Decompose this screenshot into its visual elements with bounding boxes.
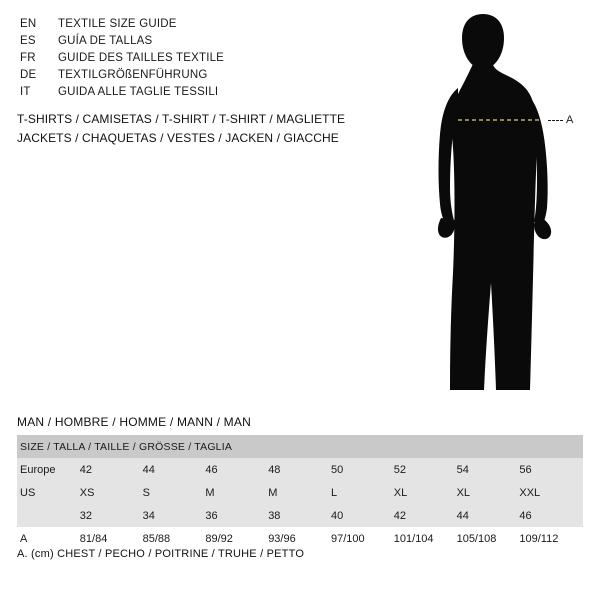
language-row [20,84,380,101]
figure-illustration [400,8,600,408]
table-cell: S [143,481,206,504]
table-cell: 48 [268,458,331,481]
table-cell: 34 [143,504,206,527]
table-cell: XL [457,481,520,504]
table-cell: XXL [519,481,583,504]
table-cell: 46 [205,458,268,481]
table-row [17,481,583,504]
category-block [17,110,397,148]
table-cell: 105/108 [457,527,520,550]
table-cell: 54 [457,458,520,481]
table-row [17,458,583,481]
language-code: IT [20,86,31,98]
language-text: TEXTILGRÖßENFÜHRUNG [58,69,208,81]
measure-label-a: A [566,114,574,126]
language-row [20,50,380,67]
table-cell: 85/88 [143,527,206,550]
table-header-row [17,435,583,458]
table-cell: 93/96 [268,527,331,550]
table-cell: 89/92 [205,527,268,550]
table-cell: L [331,481,394,504]
table-cell: 32 [80,504,143,527]
table-cell: XL [394,481,457,504]
language-row [20,67,380,84]
language-code: DE [20,69,37,81]
table-cell: 52 [394,458,457,481]
table-cell: 56 [519,458,583,481]
row-label [17,504,80,527]
table-cell: 44 [457,504,520,527]
table-cell: 46 [519,504,583,527]
table-cell: 44 [143,458,206,481]
table-cell: 36 [205,504,268,527]
table-cell: 81/84 [80,527,143,550]
language-text: GUÍA DE TALLAS [58,35,153,47]
table-cell: XS [80,481,143,504]
language-row [20,16,380,33]
table-cell: 42 [80,458,143,481]
language-text: GUIDA ALLE TAGLIE TESSILI [58,86,219,98]
table-header-label: SIZE / TALLA / TAILLE / GRÖSSE / TAGLIA [17,435,583,458]
table-section-title: MAN / HOMBRE / HOMME / MANN / MAN [17,415,251,429]
table-row [17,527,583,550]
table-row [17,504,583,527]
table-cell: 40 [331,504,394,527]
table-cell: M [205,481,268,504]
size-table [17,435,583,550]
row-label: US [17,481,80,504]
language-header-block [20,16,380,101]
size-table-wrap [17,415,583,550]
table-cell: 42 [394,504,457,527]
table-cell: 97/100 [331,527,394,550]
table-cell: 50 [331,458,394,481]
table-cell: M [268,481,331,504]
footnote-chest-measure: A. (cm) CHEST / PECHO / POITRINE / TRUHE / PETTO [17,548,305,560]
row-label: A [17,527,80,550]
language-text: TEXTILE SIZE GUIDE [58,18,177,30]
language-text: GUIDE DES TAILLES TEXTILE [58,52,225,64]
male-torso-silhouette-icon [400,8,600,408]
language-code: ES [20,35,36,47]
category-line-jackets: JACKETS / CHAQUETAS / VESTES / JACKEN / GIACCHE [17,131,339,145]
language-code: FR [20,52,36,64]
category-line-tshirts: T-SHIRTS / CAMISETAS / T-SHIRT / T-SHIRT / MAGLIETTE [17,112,346,126]
row-label: Europe [17,458,80,481]
table-cell: 109/112 [519,527,583,550]
table-cell: 38 [268,504,331,527]
table-cell: 101/104 [394,527,457,550]
language-row [20,33,380,50]
measure-leader-line [548,120,563,122]
language-code: EN [20,18,37,30]
